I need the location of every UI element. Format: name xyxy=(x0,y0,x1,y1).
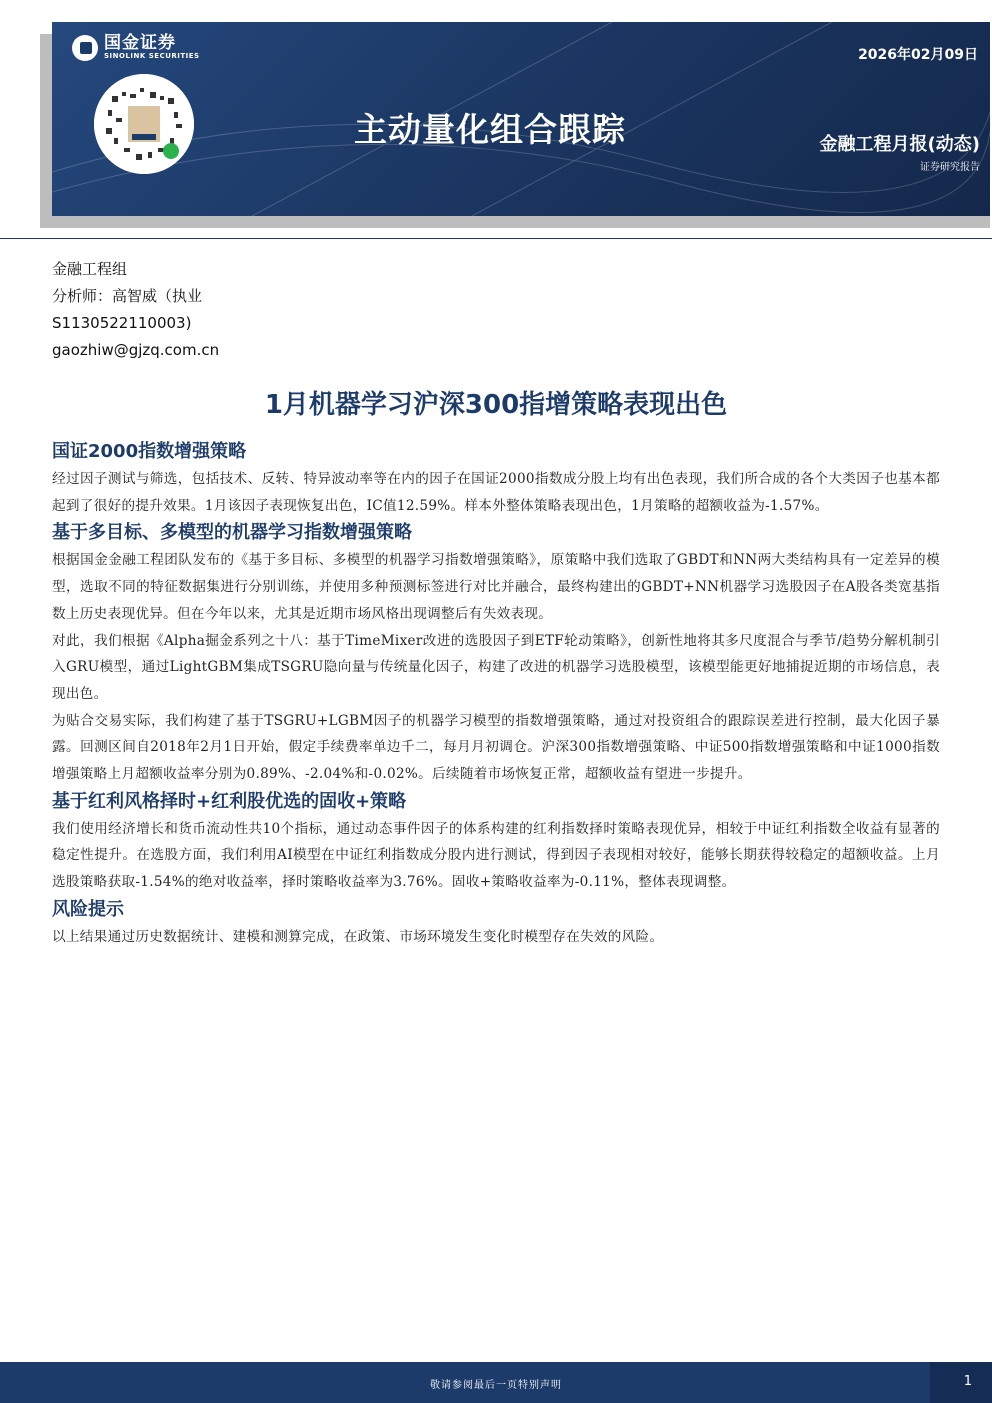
section-paragraph: 以上结果通过历史数据统计、建模和测算完成，在政策、市场环境发生变化时模型存在失效的风险。 xyxy=(52,928,664,945)
report-date: 2026年02月09日 xyxy=(858,47,978,63)
section-title: 国证2000指数增强策略 xyxy=(52,441,247,462)
report-body xyxy=(52,438,940,951)
section-title: 风险提示 xyxy=(52,898,124,920)
report-subtype: 证券研究报告 xyxy=(920,162,980,173)
company-logo xyxy=(72,34,200,61)
logo-text-en: SINOLINK SECURITIES xyxy=(104,52,200,60)
disclaimer-note: 敬请参阅最后一页特别声明 xyxy=(430,1380,562,1391)
section-ml-index-enhancement xyxy=(52,519,940,787)
section-paragraph: 对此，我们根据《Alpha掘金系列之十八：基于TimeMixer改进的选股因子到ETF轮动策略》，创新性地将其多尺度混合与季节/趋势分解机制引入GRU模型，通过LightGBM集成TSGRU隐向量与传统量化因子，构建了改进的机器学习选股模型，该模型能更好地捕捉近期的市场信息，表现出色。 xyxy=(52,632,940,702)
section-paragraph: 我们使用经济增长和货币流动性共10个指标，通过动态事件因子的体系构建的红利指数择时策略表现优异，相较于中证红利指数全收益有显著的稳定性提升。在选股方面，我们利用AI模型在中证红利指数成分股内进行测试，得到因子表现相对较好，能够长期获得较稳定的超额收益。上月选股策略获取-1.54%的绝对收益率，择时策略收益率为3.76%。固收+策略收益率为-0.11%，整体表现调整。 xyxy=(52,820,940,891)
page-number: 1 xyxy=(963,1374,972,1389)
section-dividend-fixed-income-plus xyxy=(52,788,940,896)
qr-code-icon xyxy=(94,74,194,174)
section-risk-warning xyxy=(52,896,940,951)
section-guozheng2000 xyxy=(52,438,940,519)
logo-icon xyxy=(72,35,98,61)
report-title: 主动量化组合跟踪 xyxy=(354,110,626,149)
report-type: 金融工程月报(动态) xyxy=(819,134,980,155)
analyst-email[interactable]: gaozhiw@gjzq.com.cn xyxy=(52,341,220,359)
header-divider xyxy=(0,238,992,239)
author-group: 金融工程组 xyxy=(52,260,128,278)
section-paragraph: 根据国金金融工程团队发布的《基于多目标、多模型的机器学习指数增强策略》，原策略中我们选取了GBDT和NN两大类结构具有一定差异的模型，选取不同的特征数据集进行分别训练，并使用多种预测标签进行对比并融合，最终构建出的GBDT+NN机器学习选股因子在A股各类宽基指数上历史表现优异。但在今年以来，尤其是近期市场风格出现调整后有失效表现。 xyxy=(52,552,940,622)
author-block xyxy=(52,256,219,364)
report-headline: 1月机器学习沪深300指增策略表现出色 xyxy=(264,390,728,420)
section-title: 基于红利风格择时+红利股优选的固收+策略 xyxy=(52,790,407,812)
qr-code[interactable] xyxy=(94,74,194,174)
analyst-line-1: 分析师：高智威（执业 xyxy=(52,287,203,305)
logo-text-cn: 国金证券 xyxy=(104,33,176,53)
analyst-line-2: S1130522110003) xyxy=(52,314,192,332)
section-paragraph: 经过因子测试与筛选，包括技术、反转、特异波动率等在内的因子在国证2000指数成分股上均有出色表现，我们所合成的各个大类因子也基本都起到了很好的提升效果。1月该因子表现恢复出色，IC值12.59%。样本外整体策略表现出色，1月策略的超额收益为-1.57%。 xyxy=(52,471,940,514)
section-title: 基于多目标、多模型的机器学习指数增强策略 xyxy=(52,522,412,544)
section-paragraph: 为贴合交易实际，我们构建了基于TSGRU+LGBM因子的机器学习模型的指数增强策略，通过对投资组合的跟踪误差进行控制，最大化因子暴露。回测区间自2018年2月1日开始，假定手续费率单边千二，每月月初调仓。沪深300指数增强策略、中证500指数增强策略和中证1000指数增强策略上月超额收益率分别为0.89%、-2.04%和-0.02%。后续随着市场恢复正常，超额收益有望进一步提升。 xyxy=(52,712,940,783)
